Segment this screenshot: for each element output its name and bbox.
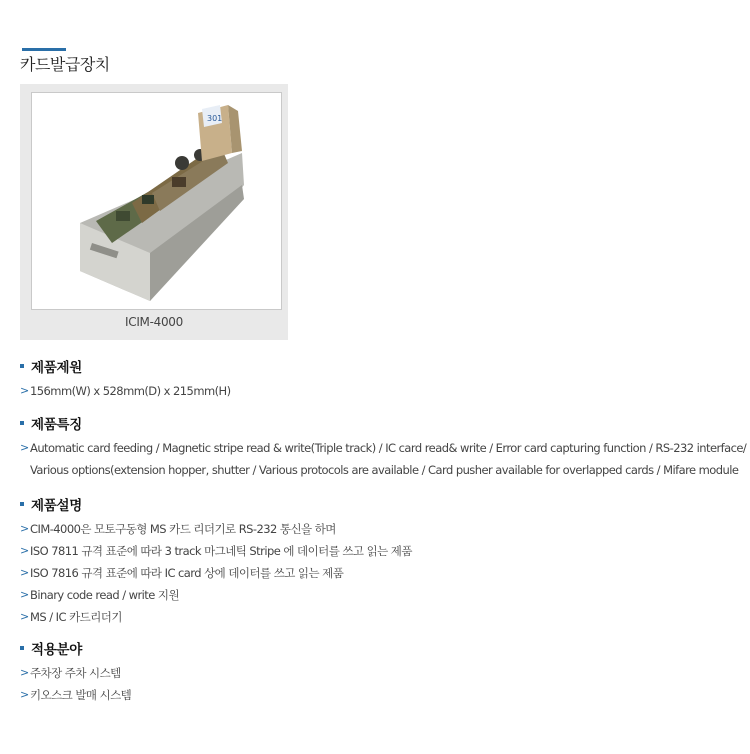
square-bullet-icon	[20, 646, 24, 650]
chevron-right-icon: >	[20, 688, 29, 701]
list-item	[20, 606, 412, 628]
section-head	[20, 356, 231, 376]
list-item	[20, 437, 746, 459]
list-item	[20, 584, 412, 606]
square-bullet-icon	[20, 364, 24, 368]
section-head	[20, 638, 131, 658]
list-item-text: Binary code read / write 지원	[30, 588, 180, 602]
svg-text:301: 301	[207, 114, 223, 123]
chevron-right-icon: >	[20, 610, 29, 623]
list-item-text: 키오스크 발매 시스템	[30, 688, 132, 702]
section-description	[20, 494, 412, 628]
list-item-text: ISO 7811 규격 표준에 따라 3 track 마그네틱 Stripe 에 데이터를 쓰고 읽는 제품	[30, 544, 412, 558]
section-title: 제품설명	[31, 498, 82, 514]
list-item	[20, 562, 412, 584]
section-head	[20, 494, 412, 514]
section-applications	[20, 638, 131, 706]
list-item	[20, 684, 131, 706]
chevron-right-icon: >	[20, 544, 29, 557]
product-photo	[31, 92, 282, 310]
list-item-continuation	[20, 459, 746, 481]
list-item	[20, 380, 231, 402]
chevron-right-icon: >	[20, 522, 29, 535]
section-specs	[20, 356, 231, 402]
list-item	[20, 518, 412, 540]
list-item-text: MS / IC 카드리더기	[30, 610, 122, 624]
section-title: 제품제원	[31, 360, 82, 376]
section-features	[20, 413, 746, 481]
list-item-text: Various options(extension hopper, shutter / Various protocols are available / Card pusher available for overlapped cards / Mifare module	[30, 463, 739, 477]
page-title: 카드발급장치	[20, 55, 110, 74]
product-box	[20, 84, 288, 340]
chevron-right-icon: >	[20, 666, 29, 679]
section-head	[20, 413, 746, 433]
list-item-text: ISO 7816 규격 표준에 따라 IC card 상에 데이터를 쓰고 읽는 제품	[30, 566, 344, 580]
chevron-right-icon: >	[20, 384, 29, 397]
square-bullet-icon	[20, 421, 24, 425]
list-item	[20, 662, 131, 684]
section-title: 제품특징	[31, 417, 82, 433]
chevron-right-icon: >	[20, 441, 29, 454]
list-item-text: CIM-4000은 모토구동형 MS 카드 리더기로 RS-232 통신을 하며	[30, 522, 336, 536]
chevron-right-icon: >	[20, 588, 29, 601]
section-title: 적용분야	[31, 642, 82, 658]
title-accent-bar	[22, 48, 66, 51]
product-caption: ICIM-4000	[125, 315, 183, 329]
square-bullet-icon	[20, 502, 24, 506]
list-item-text: Automatic card feeding / Magnetic stripe read & write(Triple track) / IC card read& write / Error card capturing function / RS-232 interface/	[30, 441, 747, 455]
list-item-text: 주차장 주차 시스템	[30, 666, 121, 680]
list-item-text: 156mm(W) x 528mm(D) x 215mm(H)	[30, 384, 231, 398]
list-item	[20, 540, 412, 562]
chevron-right-icon: >	[20, 566, 29, 579]
